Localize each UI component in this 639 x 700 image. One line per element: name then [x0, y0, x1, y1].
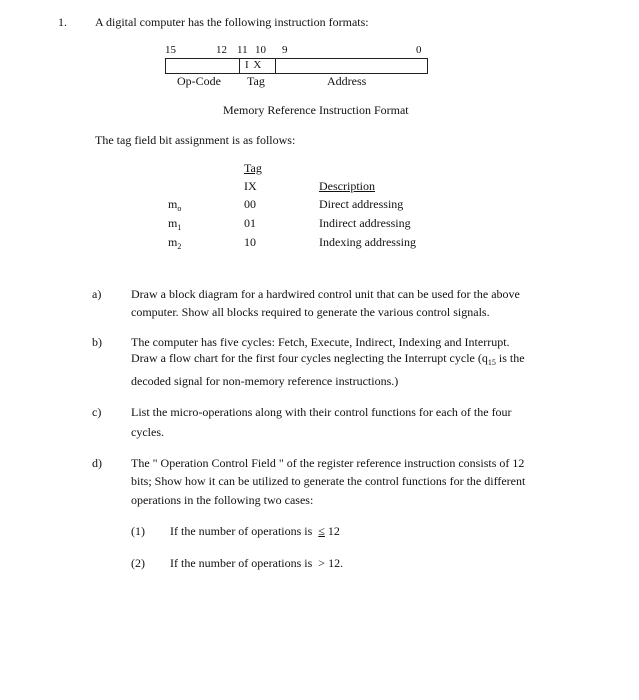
part-b-line3: decoded signal for non-memory reference instructions.) [131, 374, 399, 388]
tag-header: Tag [244, 161, 262, 175]
mode-base: m [168, 235, 178, 249]
case-2-symbol: > [318, 556, 326, 570]
part-c-line1: List the micro-operations along with their control functions for each of the four [131, 405, 512, 419]
part-b-line2-text: Draw a flow chart for the first four cycles neglecting the Interrupt cycle (q [131, 351, 488, 365]
address-label: Address [327, 74, 367, 88]
ix-field-label: I X [245, 59, 263, 71]
part-d-line3: operations in the following two cases: [131, 493, 314, 507]
mode-sub: 1 [177, 223, 182, 232]
table-row-code: 10 [244, 235, 256, 249]
ix-header: IX [244, 179, 257, 193]
part-b-line2-end: is the [495, 351, 525, 365]
bit-0-label: 0 [416, 44, 422, 56]
part-a-line1: Draw a block diagram for a hardwired control unit that can be used for the above [131, 287, 520, 301]
case-2-value: 12. [328, 556, 344, 570]
mode-base: m [168, 197, 178, 211]
format-outer-box [165, 58, 428, 74]
table-row-description: Indexing addressing [319, 235, 416, 249]
bit-10-label: 10 [255, 44, 266, 56]
q15-subscript: 15 [487, 358, 496, 367]
table-row-description: Direct addressing [319, 197, 404, 211]
mode-sub: 2 [177, 242, 182, 251]
part-b-line2 [131, 351, 525, 366]
case-2-phrase: If the number of operations is [170, 556, 313, 570]
part-c-label: c) [92, 405, 102, 419]
table-row-description: Indirect addressing [319, 216, 411, 230]
mode-base: m [168, 216, 178, 230]
format-caption: Memory Reference Instruction Format [223, 103, 409, 117]
tag-label: Tag [247, 74, 265, 88]
case-1-phrase: If the number of operations is [170, 524, 313, 538]
tag-intro-text: The tag field bit assignment is as follows: [95, 133, 296, 147]
part-a-line2: computer. Show all blocks required to generate the various control signals. [131, 305, 490, 319]
question-number: 1. [58, 15, 67, 29]
question-intro: A digital computer has the following instruction formats: [95, 15, 369, 29]
table-row-mode [168, 235, 181, 250]
table-row-code: 01 [244, 216, 256, 230]
part-d-line2: bits; Show how it can be utilized to generate the control functions for the different [131, 474, 526, 488]
opcode-label: Op-Code [177, 74, 221, 88]
bit-15-label: 15 [165, 44, 176, 56]
part-d-label: d) [92, 456, 102, 470]
part-b-label: b) [92, 335, 102, 349]
bit-9-label: 9 [282, 44, 288, 56]
table-row-mode [168, 216, 181, 231]
part-b-line1: The computer has five cycles: Fetch, Execute, Indirect, Indexing and Interrupt. [131, 335, 510, 349]
description-header: Description [319, 179, 375, 193]
case-1-value: 12 [327, 524, 340, 538]
case-1-symbol: ≤ [318, 524, 325, 538]
bit-12-label: 12 [216, 44, 227, 56]
case-2-text [170, 556, 343, 571]
table-row-mode [168, 197, 181, 212]
tag-divider [275, 58, 276, 74]
part-a-label: a) [92, 287, 102, 301]
case-1-text [170, 524, 340, 539]
bit-11-label: 11 [237, 44, 248, 56]
mode-sub: o [177, 204, 182, 213]
case-2-number: (2) [131, 556, 145, 570]
part-d-line1: The " Operation Control Field " of the register reference instruction consists of 12 [131, 456, 525, 470]
table-row-code: 00 [244, 197, 256, 211]
case-1-number: (1) [131, 524, 145, 538]
part-c-line2: cycles. [131, 425, 164, 439]
opcode-divider [239, 58, 240, 74]
